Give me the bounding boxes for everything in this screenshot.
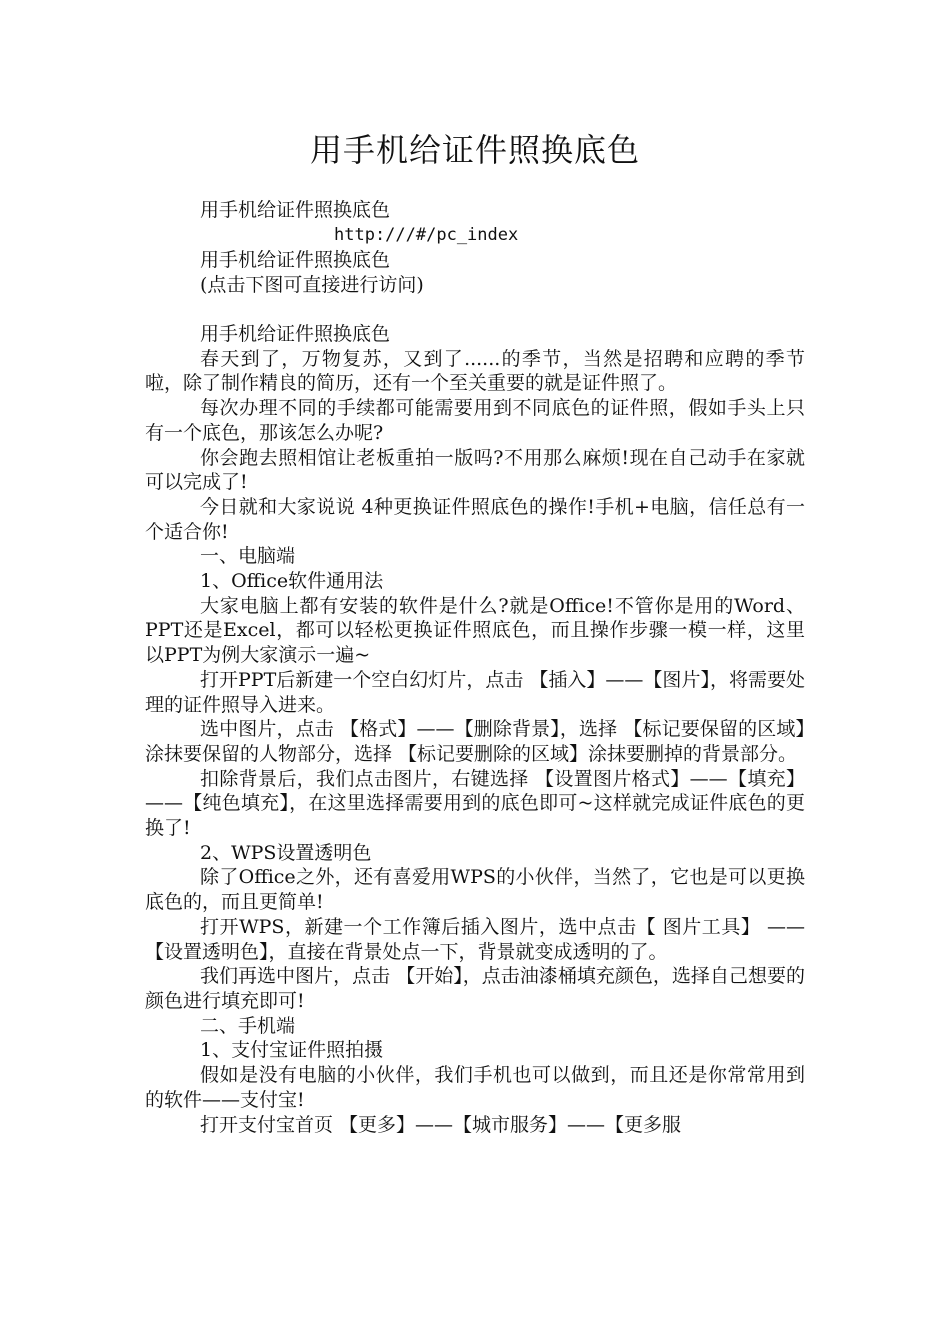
subsection-heading-office: 1、Office软件通用法: [200, 570, 384, 593]
header-line-2: 用手机给证件照换底色: [200, 249, 391, 271]
body-heading: 用手机给证件照换底色: [200, 323, 391, 345]
header-url-link[interactable]: http:///#/pc_index: [334, 225, 519, 245]
section-heading-mobile: 二、手机端: [200, 1014, 296, 1037]
paragraph: 假如是没有电脑的小伙伴，我们手机也可以做到，而且还是你常常用到的软件——支付宝!: [145, 1064, 805, 1111]
paragraph: 打开PPT后新建一个空白幻灯片，点击 【插入】——【图片】，将需要处理的证件照导入进来。: [145, 668, 805, 716]
header-block: [200, 198, 800, 298]
section-heading-pc: 一、电脑端: [200, 545, 296, 568]
paragraph: 每次办理不同的手续都可能需要用到不同底色的证件照，假如手头上只有一个底色，那该怎么办呢?: [145, 397, 805, 444]
paragraph: 我们再选中图片，点击 【开始】，点击油漆桶填充颜色，选择自己想要的颜色进行填充即可!: [145, 965, 805, 1012]
paragraph: 大家电脑上都有安装的软件是什么?就是Office!不管你是用的Word、PPT还是Excel，都可以轻松更换证件照底色，而且操作步骤一模一样，这里以PPT为例大家演示一遍~: [145, 594, 805, 667]
paragraph: 打开支付宝首页 【更多】——【城市服务】——【更多服: [200, 1113, 682, 1136]
header-line-3: (点击下图可直接进行访问): [200, 274, 424, 296]
paragraph: 你会跑去照相馆让老板重拍一版吗?不用那么麻烦!现在自己动手在家就可以完成了!: [145, 446, 805, 494]
document-title: 用手机给证件照换底色: [309, 131, 640, 169]
paragraph: 除了Office之外，还有喜爱用WPS的小伙伴，当然了，它也是可以更换底色的，而且更简单!: [145, 866, 805, 914]
header-line-1: 用手机给证件照换底色: [200, 199, 391, 221]
paragraph: 今日就和大家说说 4种更换证件照底色的操作!手机+电脑，信任总有一个适合你!: [145, 495, 805, 543]
paragraph: 选中图片，点击 【格式】——【删除背景】，选择 【标记要保留的区域】涂抹要保留的人物部分，选择 【标记要删除的区域】涂抹要删掉的背景部分。: [145, 718, 805, 765]
subsection-heading-alipay: 1、支付宝证件照拍摄: [200, 1039, 384, 1062]
subsection-heading-wps: 2、WPS设置透明色: [200, 841, 372, 864]
paragraph: 打开WPS，新建一个工作簿后插入图片，选中点击【 图片工具】 ——【设置透明色】，直接在背景处点一下，背景就变成透明的了。: [145, 915, 805, 963]
paragraph: 春天到了，万物复苏，又到了......的季节，当然是招聘和应聘的季节啦，除了制作精良的简历，还有一个至关重要的就是证件照了。: [145, 347, 805, 395]
paragraph: 扣除背景后，我们点击图片，右键选择 【设置图片格式】——【填充】——【纯色填充】，在这里选择需要用到的底色即可~这样就完成证件底色的更换了!: [145, 767, 805, 840]
document-body: [145, 322, 805, 1137]
